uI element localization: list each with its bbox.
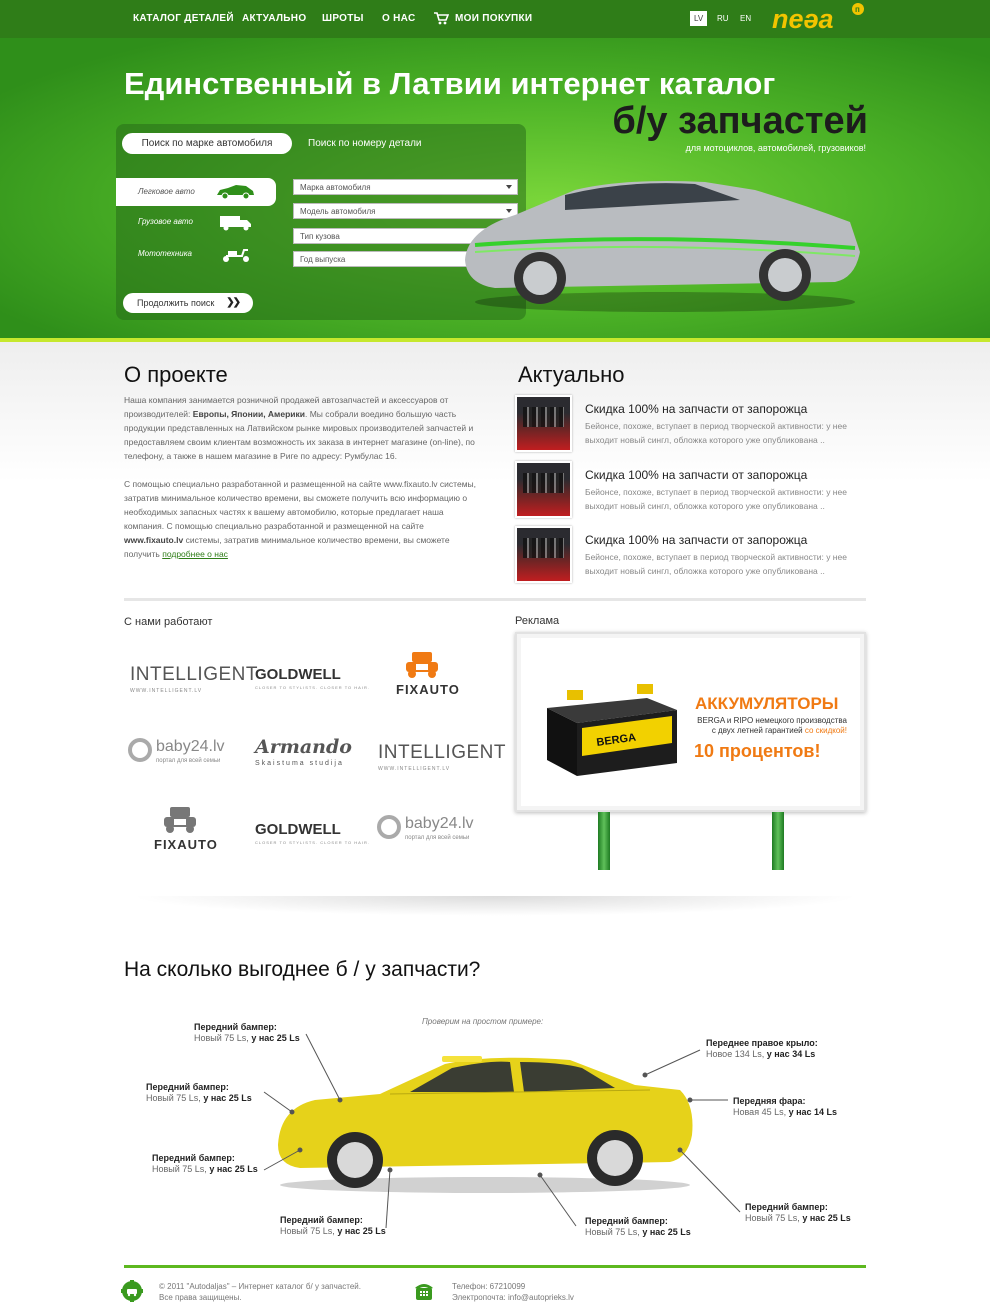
select-body-type-value: Тип кузова	[300, 232, 340, 241]
logo-text: neǝa	[772, 4, 834, 34]
phone-icon	[413, 1280, 435, 1302]
partner-logo-intelligent[interactable]	[378, 728, 506, 788]
ad-subtext	[695, 716, 847, 736]
about-more-link[interactable]: подробнее о нас	[162, 549, 228, 559]
partner-logo-text: baby24.lv	[156, 738, 225, 755]
news-item-title[interactable]: Скидка 100% на запчасти от запорожца	[585, 533, 808, 547]
callout-front-bumper	[194, 1022, 300, 1044]
vintage-car-icon	[402, 650, 442, 680]
footer-divider	[124, 1265, 866, 1268]
nav-about[interactable]: О НАС	[382, 13, 416, 24]
callout-new-price: у нас 25 Ls	[337, 1226, 386, 1236]
news-item-body: Бейонсе, похоже, вступает в период творческой активности: у нее выходит новый сингл, обложка которого уже опубликована ..	[585, 552, 847, 576]
callout-title: Передний бампер:	[745, 1202, 828, 1212]
select-brand-value: Марка автомобиля	[300, 183, 371, 192]
about-text	[124, 393, 482, 575]
partner-logo-baby24[interactable]	[377, 805, 497, 865]
callout-title: Передний бампер:	[280, 1215, 363, 1225]
partner-logo-text: FIXAUTO	[396, 682, 460, 697]
partner-logo-subtext: Skaistuma studija	[255, 760, 344, 767]
about-paragraph-1	[124, 393, 482, 463]
partner-logo-subtext: CLOSER TO STYLISTS. CLOSER TO HAIR.	[255, 685, 370, 690]
hero-car-image	[455, 160, 865, 320]
callout-old-price: Новое 134 Ls,	[706, 1049, 767, 1059]
callout-front-bumper	[152, 1153, 258, 1175]
callout-front-bumper	[745, 1202, 851, 1224]
callout-title: Передний бампер:	[146, 1082, 229, 1092]
callout-headlight	[733, 1096, 837, 1118]
news-title: Актуально	[518, 362, 625, 387]
news-item-title[interactable]: Скидка 100% на запчасти от запорожца	[585, 402, 808, 416]
pacifier-icon	[377, 815, 401, 839]
about-p2-text-end: системы, затратив минимальное количество времени, вы сможете получить	[124, 535, 450, 559]
news-item-body: Бейонсе, похоже, вступает в период творческой активности: у нее выходит новый сингл, обложка которого уже опубликована ..	[585, 421, 847, 445]
news-item-body: Бейонсе, похоже, вступает в период творческой активности: у нее выходит новый сингл, обложка которого уже опубликована ..	[585, 487, 847, 511]
tab-search-by-part-number[interactable]: Поиск по номеру детали	[308, 138, 422, 149]
callout-front-bumper	[585, 1216, 691, 1238]
partner-logo-subtext: портал для всей семьи	[156, 758, 221, 764]
ad-percent: 10 процентов!	[694, 741, 821, 761]
callout-new-price: у нас 25 Ls	[209, 1164, 258, 1174]
truck-icon	[214, 212, 256, 232]
section-shadow	[130, 896, 860, 916]
vehicle-truck-label: Грузовое авто	[138, 217, 193, 226]
callout-title: Переднее правое крыло:	[706, 1038, 818, 1048]
about-p1-text-end: . Мы собрали воедино большую часть продукции представленных на Латвийском рынке мировых производителей запчастей и предоставляем своим клиентам возможность их заказа в интернет магазине (on-line), по телефону, а также в нашем магазине в Риге по адресу: Румбулас 16.	[124, 409, 475, 461]
ad-subtext-highlight: со скидкой!	[804, 726, 847, 735]
callout-old-price: Новый 75 Ls,	[194, 1033, 252, 1043]
ad-billboard[interactable]	[515, 632, 866, 812]
partner-logo-intelligent[interactable]	[130, 650, 258, 710]
top-nav	[0, 0, 990, 38]
vehicle-moto[interactable]	[116, 240, 276, 268]
partner-logo-fixauto[interactable]	[138, 805, 258, 865]
partner-logo-subtext: WWW.INTELLIGENT.LV	[130, 688, 203, 694]
ad-title: Реклама	[515, 615, 560, 627]
ad-headline: АККУМУЛЯТОРЫ	[695, 694, 839, 713]
callout-old-price: Новая 45 Ls,	[733, 1107, 789, 1117]
footer-contacts	[452, 1281, 574, 1303]
partner-logo-subtext: портал для всей семьи	[405, 835, 470, 841]
callout-front-bumper	[146, 1082, 252, 1104]
section-divider	[124, 598, 866, 601]
select-model-value: Модель автомобиля	[300, 207, 376, 216]
partner-logo-text: baby24.lv	[405, 815, 474, 832]
about-paragraph-2	[124, 477, 482, 561]
news-item[interactable]	[515, 526, 867, 583]
partner-logo-subtext: WWW.INTELLIGENT.LV	[378, 766, 451, 772]
callout-title: Передний бампер:	[585, 1216, 668, 1226]
tab-search-by-brand[interactable]: Поиск по марке автомобиля	[122, 133, 292, 154]
continue-search-button[interactable]	[123, 293, 253, 313]
partner-logo-text: GOLDWELL	[255, 666, 341, 683]
news-item-title[interactable]: Скидка 100% на запчасти от запорожца	[585, 468, 808, 482]
about-p2-bold: www.fixauto.lv	[124, 535, 184, 545]
footer-copyright-line2: Все права защищены.	[159, 1293, 242, 1302]
double-chevron-right-icon: ❯❯	[226, 297, 239, 308]
callout-new-price: у нас 25 Ls	[251, 1033, 300, 1043]
hero-title-second-line: б/у запчастей	[612, 100, 868, 142]
vehicle-moto-label: Мототехника	[138, 249, 192, 258]
lang-lv[interactable]: LV	[690, 11, 707, 26]
pacifier-icon	[128, 738, 152, 762]
callout-title: Передний бампер:	[194, 1022, 277, 1032]
callout-old-price: Новый 75 Ls,	[745, 1213, 803, 1223]
billboard-pole-left	[598, 812, 610, 870]
callout-new-price: у нас 25 Ls	[642, 1227, 691, 1237]
nav-catalog[interactable]: КАТАЛОГ ДЕТАЛЕЙ	[133, 13, 234, 24]
news-thumbnail[interactable]	[515, 461, 572, 518]
callout-new-price: у нас 25 Ls	[802, 1213, 851, 1223]
vehicle-car-label: Легковое авто	[138, 187, 195, 196]
partner-logo-goldwell[interactable]	[255, 805, 375, 865]
callout-old-price: Новый 75 Ls,	[146, 1093, 204, 1103]
about-p2-text: С помощью специально разработанной и размещенной на сайте www.fixauto.lv системы, затратив минимальное количество времени, вы сможете получить всю информацию о необходимых запасных частях к вашему автомобилю, которые предлагает наша компания. С помощью специально разработанной и размещенной на сайте	[124, 479, 477, 531]
callout-new-price: у нас 34 Ls	[766, 1049, 816, 1059]
partner-logo-text: INTELLIGENT	[378, 742, 506, 763]
vehicle-car[interactable]	[116, 178, 276, 206]
callout-old-price: Новый 75 Ls,	[280, 1226, 338, 1236]
partner-logo-subtext: CLOSER TO STYLISTS. CLOSER TO HAIR.	[255, 840, 370, 845]
compare-note: Проверим на простом примере:	[422, 1017, 544, 1026]
lang-en[interactable]: EN	[740, 14, 752, 23]
news-thumbnail[interactable]	[515, 395, 572, 452]
billboard-pole-right	[772, 812, 784, 870]
partner-logo-text: GOLDWELL	[255, 821, 341, 838]
partner-logo-text: Armando	[255, 736, 352, 758]
cart-icon[interactable]	[433, 11, 449, 25]
footer-phone: Телефон: 67210099	[452, 1282, 526, 1291]
continue-search-label: Продолжить поиск	[137, 298, 215, 308]
select-year-value: Год выпуска	[300, 255, 346, 264]
hero-subtitle: для мотоциклов, автомобилей, грузовиков!	[685, 143, 866, 153]
nav-actual[interactable]: АКТУАЛЬНО	[242, 13, 307, 24]
partner-logo-goldwell[interactable]	[255, 650, 375, 710]
taxi-car-image	[270, 1050, 700, 1195]
ad-subtext-line2: с двух летней гарантией	[711, 726, 805, 735]
callout-new-price: у нас 14 Ls	[788, 1107, 838, 1117]
nav-my-purchases[interactable]: МОИ ПОКУПКИ	[455, 13, 533, 24]
news-item[interactable]	[515, 395, 867, 452]
news-item[interactable]	[515, 461, 867, 518]
car-icon	[214, 182, 256, 202]
about-p1-text: Наша компания занимается розничной продажей автозапчастей и аксессуаров от производителей:	[124, 395, 449, 419]
news-thumbnail[interactable]	[515, 526, 572, 583]
battery-icon	[537, 668, 687, 778]
callout-title: Передний бампер:	[152, 1153, 235, 1163]
ad-subtext-line1: BERGA и RIPO немецкого производства	[697, 716, 847, 725]
about-title: О проекте	[124, 362, 228, 387]
about-p1-bold: Европы, Японии, Америки	[192, 409, 305, 419]
callout-old-price: Новый 75 Ls,	[152, 1164, 210, 1174]
partner-logo-armando[interactable]	[255, 728, 375, 788]
footer-copyright-line1: © 2011 "Autodaljas" – Интернет каталог б/ у запчастей.	[159, 1282, 361, 1291]
gear-car-icon	[121, 1280, 143, 1302]
site-logo[interactable]	[770, 1, 866, 35]
lang-ru[interactable]: RU	[717, 14, 729, 23]
scooter-icon	[214, 244, 256, 264]
footer-copyright	[159, 1281, 361, 1303]
vehicle-truck[interactable]	[116, 208, 276, 236]
nav-scrap[interactable]: ШРОТЫ	[322, 13, 364, 24]
compare-title: На сколько выгоднее б / у запчасти?	[124, 958, 481, 981]
callout-new-price: у нас 25 Ls	[203, 1093, 252, 1103]
partner-logo-text: INTELLIGENT	[130, 664, 258, 685]
partner-logo-fixauto[interactable]	[380, 650, 500, 710]
svg-text:п: п	[855, 5, 860, 14]
footer-email[interactable]: Электропочта: info@autoprieks.lv	[452, 1293, 574, 1302]
hero-title: Единственный в Латвии интернет каталог	[124, 66, 776, 101]
callout-front-bumper	[280, 1215, 386, 1237]
ad-billboard-inner	[521, 638, 860, 806]
callout-front-right-fender	[706, 1038, 818, 1060]
callout-old-price: Новый 75 Ls,	[585, 1227, 643, 1237]
partner-logo-baby24[interactable]	[128, 728, 248, 788]
battery-brand-text: BERGA	[595, 731, 637, 749]
callout-title: Передняя фара:	[733, 1096, 806, 1106]
partner-logo-text: FIXAUTO	[154, 837, 218, 852]
partners-title: С нами работают	[124, 616, 213, 628]
vintage-car-icon	[160, 805, 200, 835]
